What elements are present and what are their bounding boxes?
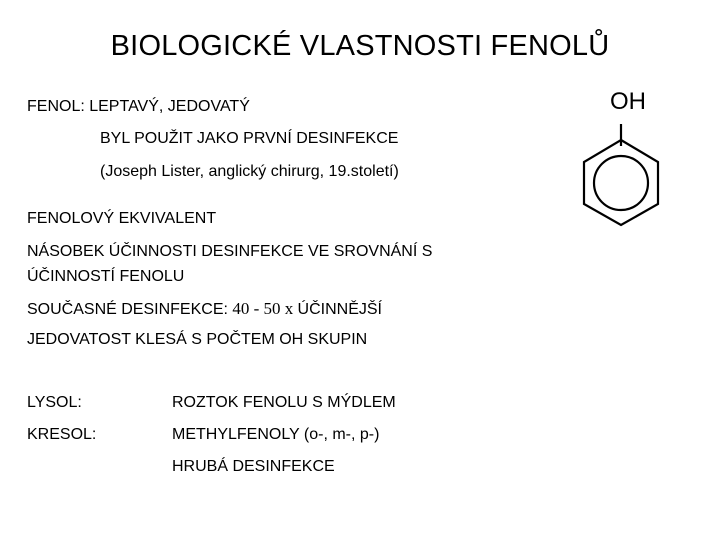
lysol-term: LYSOL: xyxy=(27,394,82,411)
current-desinfection-range: 40 - 50 x xyxy=(232,299,298,318)
kresol-term: KRESOL: xyxy=(27,426,97,443)
current-desinfection-line xyxy=(27,299,382,319)
current-desinfection-suffix: ÚČINNĚJŠÍ xyxy=(297,301,382,318)
toxicity-line: JEDOVATOST KLESÁ S POČTEM OH SKUPIN xyxy=(27,331,368,348)
aromatic-circle xyxy=(594,156,648,210)
phenol-equivalent-heading: FENOLOVÝ EKVIVALENT xyxy=(27,210,217,227)
page-title: BIOLOGICKÉ VLASTNOSTI FENOLŮ xyxy=(110,30,610,62)
phenol-structure-icon xyxy=(575,88,685,228)
multiple-definition-line-2: ÚČINNOSTÍ FENOLU xyxy=(27,268,185,285)
lister-line: (Joseph Lister, anglický chirurg, 19.století) xyxy=(100,163,399,180)
fenol-line: FENOL: LEPTAVÝ, JEDOVATÝ xyxy=(27,98,250,115)
hydroxyl-label: OH xyxy=(610,88,646,115)
kresol-description: METHYLFENOLY (o-, m-, p-) xyxy=(172,426,380,443)
lysol-description: ROZTOK FENOLU S MÝDLEM xyxy=(172,394,396,411)
current-desinfection-prefix: SOUČASNÉ DESINFEKCE: xyxy=(27,301,233,318)
multiple-definition-line-1: NÁSOBEK ÚČINNOSTI DESINFEKCE VE SROVNÁNÍ S xyxy=(27,243,433,260)
kresol-note: HRUBÁ DESINFEKCE xyxy=(172,458,335,475)
first-desinfection-line: BYL POUŽIT JAKO PRVNÍ DESINFEKCE xyxy=(100,130,399,147)
